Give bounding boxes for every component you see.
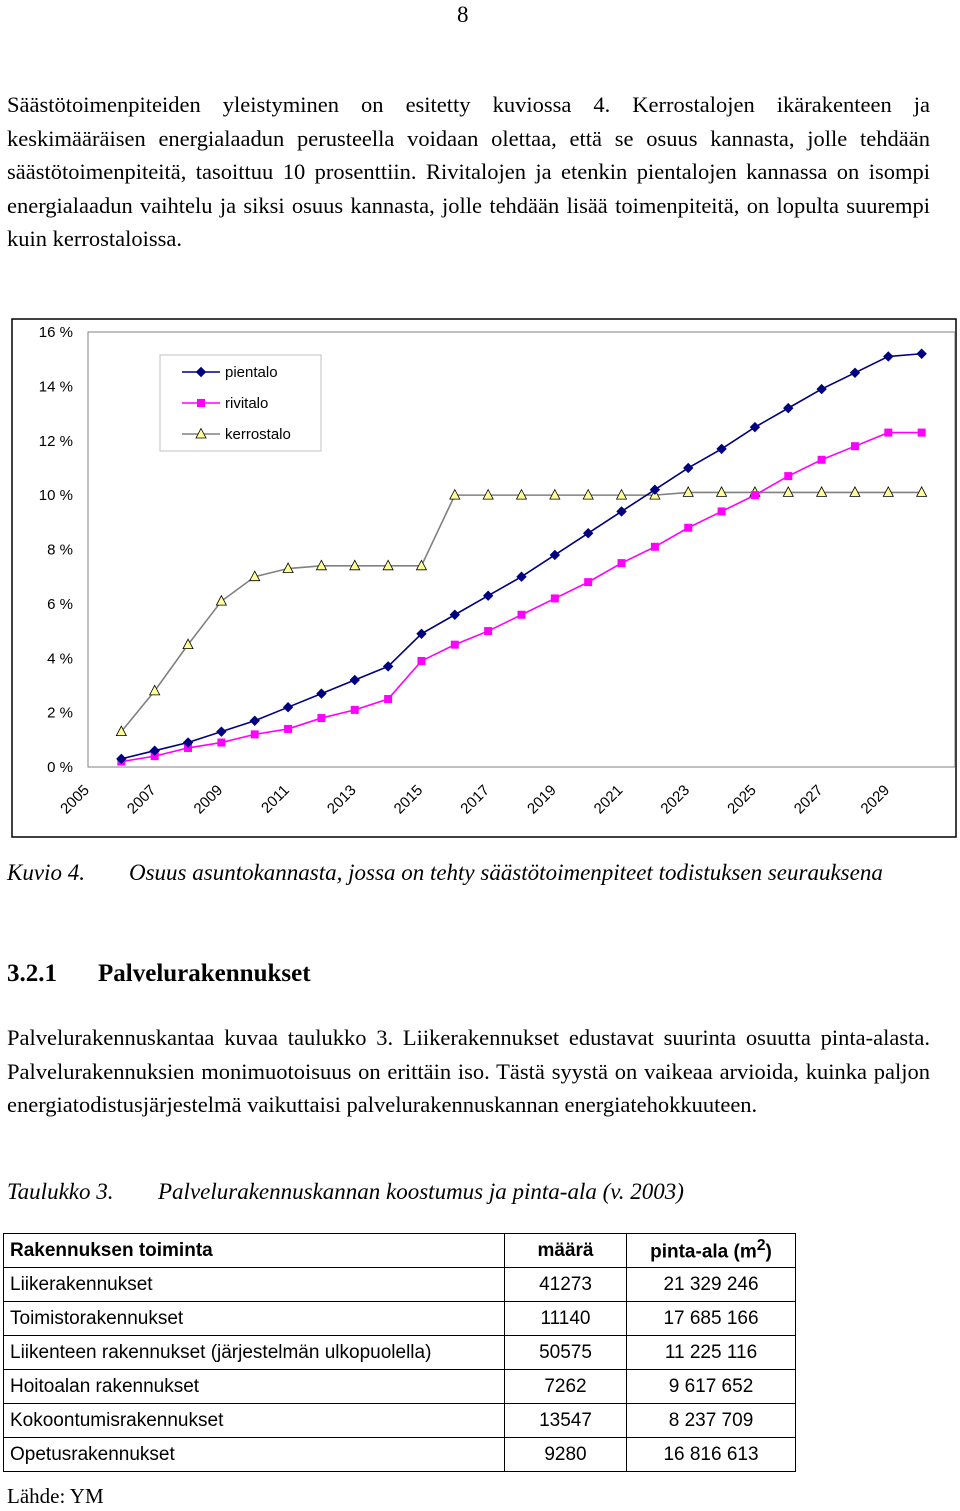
x-tick-label: 2023: [657, 781, 694, 818]
rivitalo-point: [818, 456, 826, 464]
cell-count: 13547: [505, 1404, 627, 1438]
cell-area: 16 816 613: [627, 1438, 796, 1472]
figure-4: [0, 310, 960, 840]
kerrostalo-point: [216, 596, 226, 606]
rivitalo-point: [251, 730, 259, 738]
table-row: [4, 1268, 796, 1302]
pientalo-point: [684, 463, 693, 472]
y-tick-label: 14 %: [38, 378, 73, 396]
x-tick-label: 2017: [457, 781, 493, 818]
header-area-superscript: 2: [756, 1237, 766, 1255]
pientalo-point: [784, 404, 793, 413]
table-row: [4, 1336, 796, 1370]
pientalo-point: [584, 529, 593, 538]
buildings-table: [3, 1233, 796, 1472]
header-name: Rakennuksen toiminta: [4, 1234, 505, 1268]
rivitalo-point: [584, 578, 592, 586]
rivitalo-point: [384, 695, 392, 703]
y-tick-label: 16 %: [38, 324, 73, 341]
rivitalo-point: [751, 491, 759, 499]
table-caption-text: Palvelurakennuskannan koostumus ja pinta-ala (v. 2003): [158, 1179, 684, 1204]
table-header-row: [4, 1234, 796, 1268]
rivitalo-point: [284, 725, 292, 733]
pientalo-point: [350, 676, 359, 685]
rivitalo-point: [451, 641, 459, 649]
table-caption: [7, 1179, 684, 1205]
table-row: [4, 1370, 796, 1404]
y-tick-label: 10 %: [38, 487, 73, 505]
rivitalo-point: [918, 429, 926, 437]
y-tick-label: 12 %: [38, 432, 73, 450]
rivitalo-point: [718, 507, 726, 515]
cell-area: 21 329 246: [627, 1268, 796, 1302]
x-tick-label: 2025: [724, 781, 760, 818]
pientalo-point: [550, 550, 559, 559]
cell-area: 9 617 652: [627, 1370, 796, 1404]
table-caption-label: Taulukko 3.: [7, 1179, 114, 1204]
pientalo-point: [517, 572, 526, 581]
cell-name: Hoitoalan rakennukset: [4, 1370, 505, 1404]
rivitalo-point: [317, 714, 325, 722]
x-tick-label: 2009: [190, 781, 227, 818]
x-tick-label: 2011: [258, 781, 293, 817]
y-tick-label: 2 %: [47, 704, 73, 722]
pientalo-point: [217, 727, 226, 736]
legend-label-rivitalo: rivitalo: [225, 395, 269, 412]
x-tick-label: 2007: [123, 781, 160, 818]
rivitalo-point: [784, 472, 792, 480]
section-title: Palvelurakennukset: [98, 960, 311, 987]
y-tick-label: 0 %: [47, 759, 73, 776]
table-source: Lähde: YM: [7, 1484, 104, 1508]
x-tick-label: 2029: [857, 781, 894, 818]
pientalo-point: [884, 352, 893, 361]
x-tick-label: 2019: [524, 781, 560, 818]
cell-area: 8 237 709: [627, 1404, 796, 1438]
x-tick-label: 2005: [57, 781, 93, 818]
rivitalo-point: [684, 524, 692, 532]
header-area-end: ): [765, 1241, 772, 1263]
header-count: määrä: [505, 1234, 627, 1268]
cell-area: 11 225 116: [627, 1336, 796, 1370]
y-tick-label: 4 %: [47, 650, 73, 668]
x-tick-label: 2021: [590, 781, 627, 818]
legend-label-pientalo: pientalo: [225, 364, 278, 381]
rivitalo-point: [551, 594, 559, 602]
section-paragraph: Palvelurakennuskantaa kuvaa taulukko 3. Liikerakennukset edustavat suurinta osuutta pinta-alasta. Palvelurakennuksien monimuotoisuus on erittäin iso. Tästä syystä on vaikeaa arvioida, kuinka paljon energiatodistusjärjestelmä vaikuttaisi palvelurakennuskannan energiatehokkuuteen.: [7, 1025, 930, 1118]
table-row: [4, 1302, 796, 1336]
rivitalo-point: [618, 559, 626, 567]
rivitalo-point: [351, 706, 359, 714]
pientalo-point: [750, 423, 759, 432]
rivitalo-point: [197, 399, 205, 407]
rivitalo-line: [121, 433, 921, 762]
x-tick-label: 2027: [790, 781, 827, 818]
rivitalo-point: [884, 429, 892, 437]
pientalo-point: [450, 610, 459, 619]
rivitalo-point: [651, 543, 659, 551]
pientalo-point: [650, 485, 659, 494]
pientalo-point: [817, 385, 826, 394]
page-number: 8: [457, 2, 469, 27]
pientalo-point: [617, 507, 626, 516]
table-row: [4, 1404, 796, 1438]
cell-name: Liikerakennukset: [4, 1268, 505, 1302]
x-tick-label: 2015: [390, 781, 427, 818]
section-number: 3.2.1: [7, 960, 57, 987]
cell-count: 50575: [505, 1336, 627, 1370]
table-row: [4, 1438, 796, 1472]
pientalo-point: [484, 591, 493, 600]
cell-name: Toimistorakennukset: [4, 1302, 505, 1336]
cell-name: Liikenteen rakennukset (järjestelmän ulkopuolella): [4, 1336, 505, 1370]
y-tick-label: 8 %: [47, 541, 73, 559]
figure-caption-text: Osuus asuntokannasta, jossa on tehty säästötoimenpiteet todistuksen seurauksena: [129, 860, 883, 885]
pientalo-point: [717, 444, 726, 453]
rivitalo-point: [217, 739, 225, 747]
cell-count: 11140: [505, 1302, 627, 1336]
pientalo-point: [917, 349, 926, 358]
cell-name: Opetusrakennukset: [4, 1438, 505, 1472]
line-chart: [0, 310, 960, 840]
y-tick-label: 6 %: [47, 595, 73, 613]
legend-label-kerrostalo: kerrostalo: [225, 426, 291, 443]
rivitalo-point: [518, 611, 526, 619]
cell-count: 41273: [505, 1268, 627, 1302]
rivitalo-point: [484, 627, 492, 635]
cell-area: 17 685 166: [627, 1302, 796, 1336]
cell-count: 9280: [505, 1438, 627, 1472]
cell-name: Kokoontumisrakennukset: [4, 1404, 505, 1438]
section-heading: [7, 960, 311, 988]
intro-paragraph: Säästötoimenpiteiden yleistyminen on esitetty kuviossa 4. Kerrostalojen ikärakenteen ja keskimääräisen energialaadun perusteella voidaan olettaa, että se osuus kannasta, jolle tehdään säästötoimenpiteitä, tasoittuu 10 prosenttiin. Rivitalojen ja etenkin pientalojen kannassa on isompi energialaadun vaihtelu ja siksi osuus kannasta, jolle tehdään lisää toimenpiteitä, on lopulta suurempi kuin kerrostaloissa.: [7, 92, 930, 252]
rivitalo-point: [851, 442, 859, 450]
figure-caption-label: Kuvio 4.: [7, 860, 85, 885]
header-area: [627, 1234, 796, 1268]
header-area-text: pinta-ala (m: [650, 1241, 757, 1263]
x-tick-label: 2013: [323, 781, 360, 818]
pientalo-point: [850, 368, 859, 377]
pientalo-point: [250, 716, 259, 725]
rivitalo-point: [417, 657, 425, 665]
pientalo-point: [284, 703, 293, 712]
cell-count: 7262: [505, 1370, 627, 1404]
pientalo-point: [317, 689, 326, 698]
